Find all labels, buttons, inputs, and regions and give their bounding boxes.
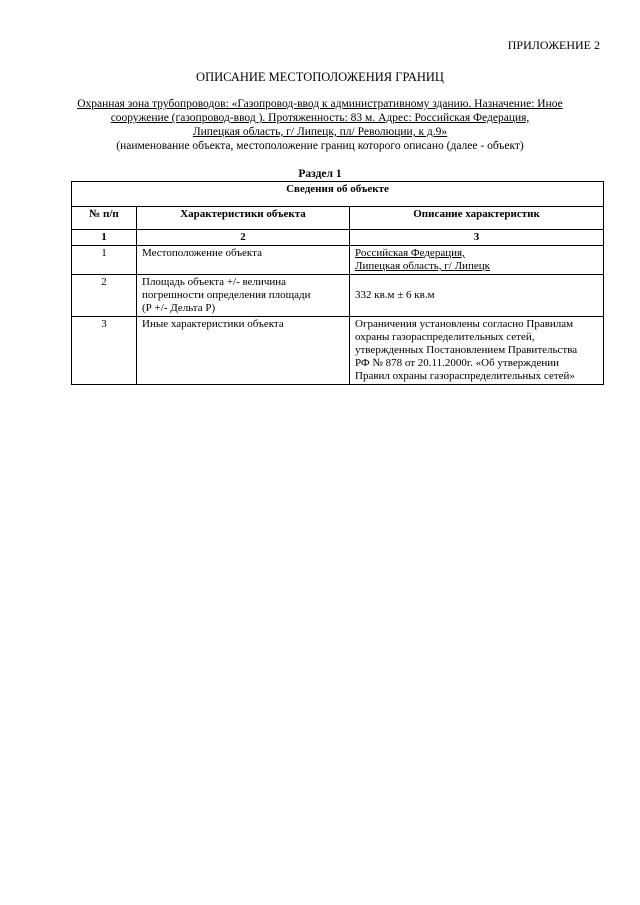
row-number: 1	[72, 246, 137, 275]
description-line: Липецкая область, г/ Липецк	[355, 260, 490, 272]
row-description	[350, 317, 604, 385]
object-name-line: Липецкая область, г/ Липецк, пл/ Революции, к д.9»	[192, 126, 448, 138]
column-number: 1	[72, 230, 137, 246]
row-number: 2	[72, 275, 137, 317]
description-line: Российская Федерация,	[355, 247, 465, 259]
document-title: ОПИСАНИЕ МЕСТОПОЛОЖЕНИЯ ГРАНИЦ	[196, 70, 444, 84]
description-line: Правил охраны газораспределительных сетей»	[355, 370, 575, 382]
column-number: 2	[137, 230, 350, 246]
table-row	[72, 246, 604, 275]
object-name-line: Охранная зона трубопроводов: «Газопровод-ввод к административному зданию. Назначение: Иное	[77, 98, 563, 110]
row-number: 3	[72, 317, 137, 385]
table-row	[72, 275, 604, 317]
column-header-description: Описание характеристик	[350, 207, 604, 230]
row-characteristic	[137, 275, 350, 317]
row-characteristic: Местоположение объекта	[137, 246, 350, 275]
row-description	[350, 246, 604, 275]
characteristic-line: (Р +/- Дельта Р)	[142, 302, 216, 314]
row-description: 332 кв.м ± 6 кв.м	[350, 275, 604, 317]
object-name-line: сооружение (газопровод-ввод ). Протяженность: 83 м. Адрес: Российская Федерация,	[110, 112, 530, 124]
section-label: Раздел 1	[298, 168, 342, 180]
table-caption: Сведения об объекте	[72, 182, 604, 207]
characteristic-line: Площадь объекта +/- величина	[142, 276, 287, 288]
description-line: РФ № 878 от 20.11.2000г. «Об утверждении	[355, 357, 559, 369]
object-name-caption: (наименование объекта, местоположение границ которого описано (далее - объект)	[116, 140, 524, 152]
object-name-block	[60, 97, 580, 153]
table-row	[72, 317, 604, 385]
row-characteristic: Иные характеристики объекта	[137, 317, 350, 385]
characteristic-line: погрешности определения площади	[142, 289, 311, 301]
column-number: 3	[350, 230, 604, 246]
object-info-table	[71, 181, 604, 385]
description-line: охраны газораспределительных сетей,	[355, 331, 535, 343]
column-header-no: № п/п	[72, 207, 137, 230]
description-line: утвержденных Постановлением Правительства	[355, 344, 578, 356]
description-line: Ограничения установлены согласно Правилам	[355, 318, 574, 330]
appendix-label: ПРИЛОЖЕНИЕ 2	[507, 38, 600, 52]
column-header-characteristic: Характеристики объекта	[137, 207, 350, 230]
